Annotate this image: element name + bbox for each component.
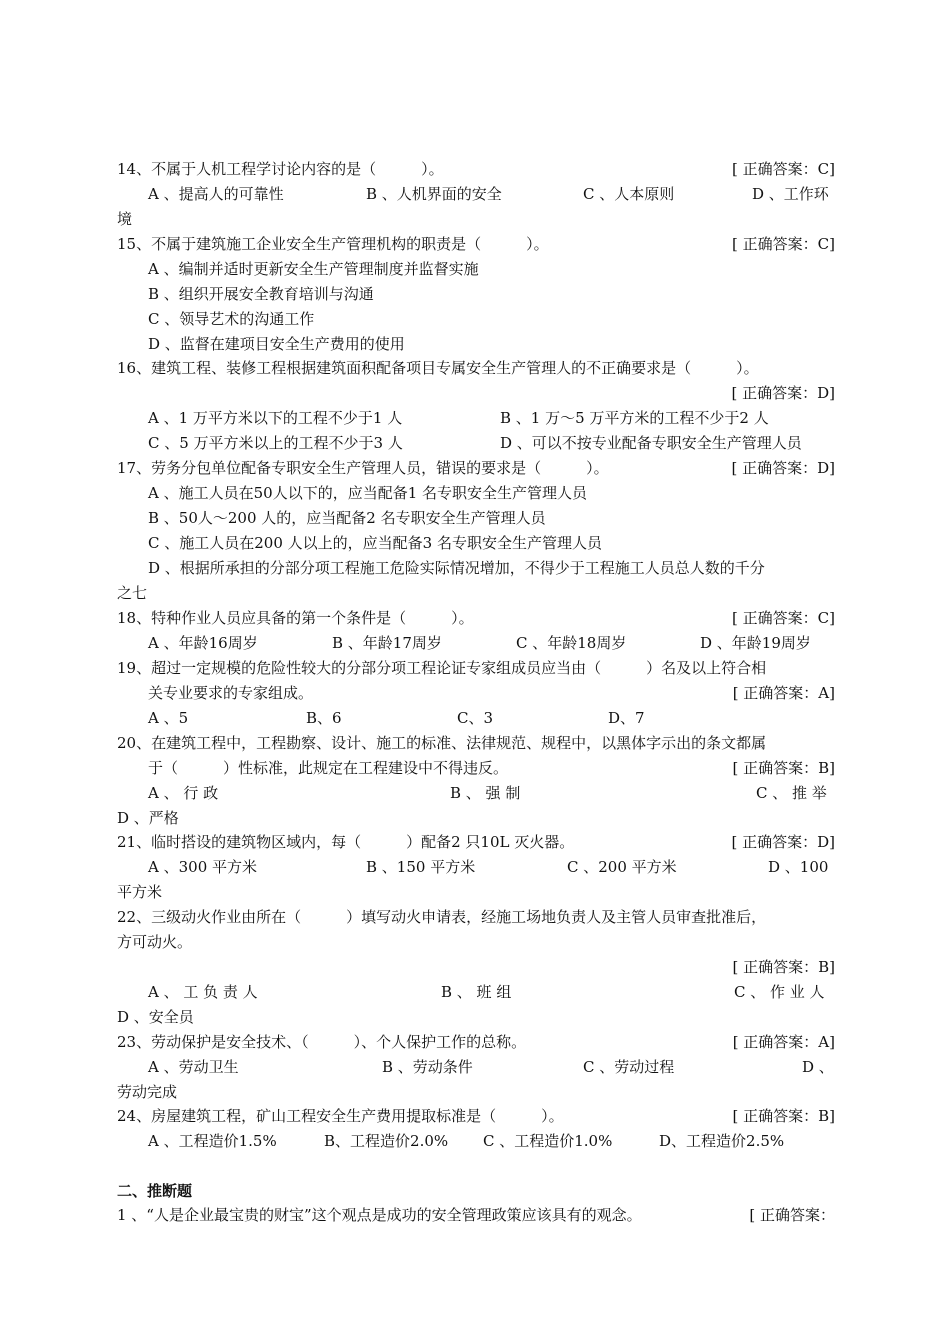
question-19-cont: [148, 681, 835, 706]
question-22-cont: 方可动火。: [117, 933, 193, 951]
question-24: [117, 1104, 835, 1129]
option-c: C 、领导艺术的沟通工作: [148, 310, 315, 328]
options-row: [148, 980, 835, 1005]
options-row: [148, 855, 835, 880]
option-a: A 、工程造价1.5%: [148, 1132, 277, 1150]
option-d: D 、: [802, 1058, 834, 1076]
options-row: [148, 182, 835, 207]
answer-line: [117, 381, 835, 406]
question-stem: 24、房屋建筑工程，矿山工程安全生产费用提取标准是（ ）。: [117, 1107, 564, 1125]
correct-answer: [ 正确答案：B]: [732, 1107, 835, 1125]
option-c: C 、人本原则: [583, 185, 675, 203]
option-a: A 、 行 政: [148, 784, 219, 802]
option-a: A 、提高人的可靠性: [148, 185, 284, 203]
section-heading: 二、推断题: [117, 1182, 193, 1200]
option-d: D 、100: [768, 858, 829, 876]
question-stem: 于（ ）性标准，此规定在工程建设中不得违反。: [148, 759, 509, 777]
option-a: A 、施工人员在50人以下的，应当配备1 名专职安全生产管理人员: [148, 484, 588, 502]
option-d: D 、监督在建项目安全生产费用的使用: [148, 335, 405, 353]
option-a: A 、300 平方米: [148, 858, 257, 876]
question-stem: 14、不属于人机工程学讨论内容的是（ ）。: [117, 160, 444, 178]
option-c: C 、年龄18周岁: [516, 634, 627, 652]
wrapped-text: D 、安全员: [117, 1008, 194, 1026]
question-22: 22、三级动火作业由所在（ ）填写动火申请表，经施工场地负责人及主管人员审查批准后，: [117, 908, 767, 926]
option-d: D 、年龄19周岁: [700, 634, 811, 652]
question-23: [117, 1030, 835, 1055]
question-20: 20、在建筑工程中，工程勘察、设计、施工的标准、法律规范、规程中，以黑体字示出的条文都属: [117, 734, 767, 752]
question-18: [117, 606, 835, 631]
options-row: [148, 1129, 835, 1154]
wrapped-text: D 、严格: [117, 809, 179, 827]
option-a: A 、 工 负 责 人: [148, 983, 258, 1001]
option-b: B 、组织开展安全教育培训与沟通: [148, 285, 374, 303]
option-c: C 、施工人员在200 人以上的，应当配备3 名专职安全生产管理人员: [148, 534, 602, 552]
question-14: [117, 157, 835, 182]
option-b: B 、 班 组: [441, 983, 512, 1001]
options-row: [148, 781, 835, 806]
correct-answer: [ 正确答案：A]: [732, 1033, 835, 1051]
option-d: D、工程造价2.5%: [659, 1132, 785, 1150]
correct-answer: [ 正确答案：D]: [731, 459, 835, 477]
option-c: C 、200 平方米: [567, 858, 677, 876]
option-b: B、6: [306, 709, 342, 727]
option-d: D 、工作环: [752, 185, 829, 203]
question-stem: 1 、“人是企业最宝贵的财宝”这个观点是成功的安全管理政策应该具有的观念。: [117, 1206, 642, 1224]
correct-answer: [ 正确答案：D]: [731, 833, 835, 851]
option-a: A 、5: [148, 709, 189, 727]
correct-answer: [ 正确答案：: [749, 1206, 835, 1224]
option-b: B 、 强 制: [450, 784, 521, 802]
option-b: B、工程造价2.0%: [324, 1132, 449, 1150]
correct-answer: [ 正确答案：C]: [732, 160, 835, 178]
option-d: D 、根据所承担的分部分项工程施工危险实际情况增加，不得少于工程施工人员总人数的千分: [148, 559, 765, 577]
option-c: C 、劳动过程: [583, 1058, 675, 1076]
correct-answer: [ 正确答案：B]: [732, 958, 835, 976]
correct-answer: [ 正确答案：C]: [732, 235, 835, 253]
option-d: D、7: [608, 709, 645, 727]
wrapped-text: 劳动完成: [117, 1083, 178, 1101]
correct-answer: [ 正确答案：A]: [732, 684, 835, 702]
question-judge-1: [117, 1203, 835, 1228]
options-row: [148, 431, 835, 456]
correct-answer: [ 正确答案：C]: [732, 609, 835, 627]
question-15: [117, 232, 835, 257]
option-c: C 、5 万平方米以上的工程不少于3 人: [148, 434, 403, 452]
option-d: D 、可以不按专业配备专职安全生产管理人员: [500, 434, 802, 452]
question-stem: 15、不属于建筑施工企业安全生产管理机构的职责是（ ）。: [117, 235, 549, 253]
question-20-cont: [148, 756, 835, 781]
option-c: C 、工程造价1.0%: [483, 1132, 613, 1150]
question-19: 19、超过一定规模的危险性较大的分部分项工程论证专家组成员应当由（ ）名及以上符合相: [117, 659, 767, 677]
question-stem: 21、临时搭设的建筑物区域内，每（ ）配备2 只10L 灭火器。: [117, 833, 575, 851]
option-c: C、3: [457, 709, 494, 727]
option-c: C 、 推 举: [756, 784, 827, 802]
question-stem: 18、特种作业人员应具备的第一个条件是（ ）。: [117, 609, 474, 627]
option-b: B 、劳动条件: [382, 1058, 473, 1076]
question-21: [117, 830, 835, 855]
answer-line: [117, 955, 835, 980]
question-stem: 关专业要求的专家组成。: [148, 684, 314, 702]
wrapped-text: 境: [117, 210, 133, 228]
option-b: B 、人机界面的安全: [366, 185, 502, 203]
question-stem: 17、劳务分包单位配备专职安全生产管理人员，错误的要求是（ ）。: [117, 459, 609, 477]
option-b: B 、50人～200 人的，应当配备2 名专职安全生产管理人员: [148, 509, 546, 527]
options-row: [148, 406, 835, 431]
option-b: B 、1 万～5 万平方米的工程不少于2 人: [500, 409, 769, 427]
correct-answer: [ 正确答案：B]: [732, 759, 835, 777]
question-stem: 23、劳动保护是安全技术、（ ）、个人保护工作的总称。: [117, 1033, 527, 1051]
options-row: [148, 1055, 835, 1080]
wrapped-text: 之七: [117, 584, 148, 602]
option-a: A 、编制并适时更新安全生产管理制度并监督实施: [148, 260, 479, 278]
question-17: [117, 456, 835, 481]
options-row: [148, 631, 835, 656]
option-b: B 、150 平方米: [366, 858, 476, 876]
correct-answer: [ 正确答案：D]: [731, 384, 835, 402]
option-a: A 、年龄16周岁: [148, 634, 258, 652]
option-a: A 、1 万平方米以下的工程不少于1 人: [148, 409, 403, 427]
option-a: A 、劳动卫生: [148, 1058, 239, 1076]
question-16: 16、建筑工程、装修工程根据建筑面积配备项目专属安全生产管理人的不正确要求是（ ）。: [117, 359, 759, 377]
option-c: C 、 作 业 人: [734, 983, 825, 1001]
wrapped-text: 平方米: [117, 883, 163, 901]
options-row: [148, 706, 835, 731]
option-b: B 、年龄17周岁: [332, 634, 442, 652]
